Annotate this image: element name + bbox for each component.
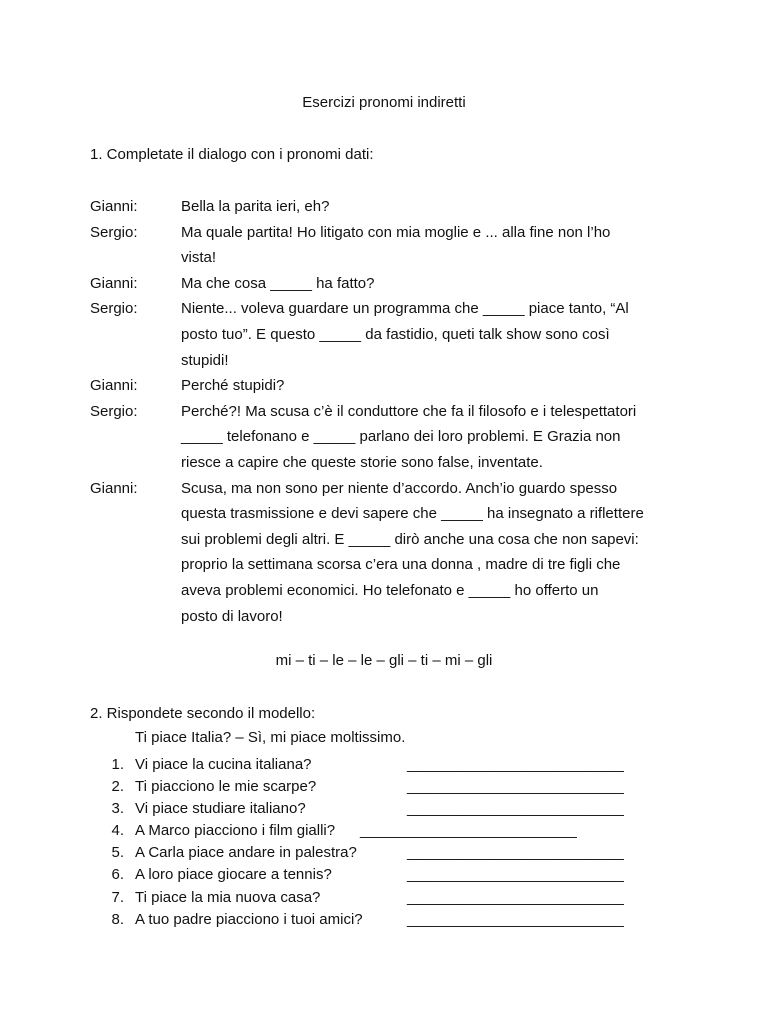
- question-item: [90, 909, 710, 931]
- dialog-text: proprio la settimana scorsa c’era una donna , madre di tre figli che: [181, 556, 621, 574]
- answer-blank[interactable]: __________________________: [407, 756, 624, 773]
- dialog-speaker: Sergio:: [90, 402, 138, 420]
- dialog-line: [90, 578, 690, 604]
- question-number: 7.: [111, 888, 124, 906]
- question-text: A tuo padre piacciono i tuoi amici?: [135, 910, 363, 928]
- dialog-line: [90, 220, 690, 246]
- dialog-speaker: Gianni:: [90, 274, 138, 292]
- dialog-line: [90, 476, 690, 502]
- question-text: Vi piace studiare italiano?: [135, 800, 306, 818]
- question-number: 5.: [111, 844, 124, 862]
- question-text: Ti piace la mia nuova casa?: [135, 888, 321, 906]
- dialog: [90, 194, 690, 629]
- question-item: [90, 776, 710, 798]
- question-number: 1.: [111, 756, 124, 773]
- dialog-speaker: Sergio:: [90, 223, 138, 241]
- dialog-text: Perché?! Ma scusa c’è il conduttore che fa il filosofo e i telespettatori: [181, 402, 637, 420]
- dialog-text: posto di lavoro!: [181, 607, 283, 625]
- dialog-line: [90, 424, 690, 450]
- question-number: 6.: [111, 866, 124, 884]
- dialog-line: [90, 604, 690, 630]
- page-title: Esercizi pronomi indiretti: [302, 94, 466, 111]
- dialog-text: Ma quale partita! Ho litigato con mia moglie e ... alla fine non l’ho: [181, 223, 611, 241]
- answer-blank[interactable]: __________________________: [407, 910, 624, 928]
- question-text: A Marco piacciono i film gialli?: [135, 822, 336, 840]
- dialog-line: [90, 501, 690, 527]
- question-item: [90, 864, 710, 886]
- question-number: 4.: [111, 822, 124, 840]
- dialog-text: Bella la parita ieri, eh?: [181, 198, 330, 215]
- dialog-text: questa trasmissione e devi sapere che _____ ha insegnato a riflettere: [181, 505, 644, 523]
- question-number: 8.: [111, 910, 124, 928]
- dialog-line: [90, 527, 690, 553]
- answer-blank[interactable]: __________________________: [407, 800, 624, 818]
- dialog-speaker: Gianni:: [90, 377, 138, 395]
- dialog-line: [90, 373, 690, 399]
- question-item: [90, 820, 710, 842]
- dialog-line: [90, 271, 690, 297]
- answer-blank[interactable]: __________________________: [407, 866, 624, 884]
- dialog-line: [90, 245, 690, 271]
- dialog-text: vista!: [181, 249, 217, 267]
- answer-blank[interactable]: __________________________: [407, 844, 624, 862]
- dialog-line: [90, 296, 690, 322]
- dialog-speaker: Gianni:: [90, 479, 138, 497]
- dialog-text: posto tuo”. E questo _____ da fastidio, queti talk show sono così: [181, 325, 610, 343]
- dialog-text: sui problemi degli altri. E _____ dirò anche una cosa che non sapevi:: [181, 530, 639, 548]
- dialog-text: riesce a capire che queste storie sono false, inventate.: [181, 453, 543, 471]
- question-text: A Carla piace andare in palestra?: [135, 844, 357, 862]
- question-text: Ti piacciono le mie scarpe?: [135, 778, 317, 796]
- dialog-text: stupidi!: [181, 351, 229, 369]
- question-number: 3.: [111, 800, 124, 818]
- pronoun-list: mi – ti – le – le – gli – ti – mi – gli: [275, 652, 493, 669]
- question-list: [90, 754, 710, 931]
- question-text: Vi piace la cucina italiana?: [135, 756, 312, 773]
- dialog-line: [90, 399, 690, 425]
- dialog-text: aveva problemi economici. Ho telefonato e _____ ho offerto un: [181, 581, 599, 599]
- question-item: [90, 754, 710, 776]
- dialog-line: [90, 552, 690, 578]
- question-item: [90, 887, 710, 909]
- dialog-line: [90, 194, 690, 220]
- dialog-speaker: Gianni:: [90, 198, 138, 215]
- question-item: [90, 798, 710, 820]
- dialog-text: _____ telefonano e _____ parlano dei loro problemi. E Grazia non: [181, 428, 621, 446]
- question-item: [90, 842, 710, 864]
- dialog-text: Ma che cosa _____ ha fatto?: [181, 274, 375, 292]
- dialog-text: Niente... voleva guardare un programma che _____ piace tanto, “Al: [181, 300, 629, 318]
- dialog-text: Perché stupidi?: [181, 377, 285, 395]
- answer-blank[interactable]: __________________________: [360, 822, 577, 840]
- model-example: Ti piace Italia? – Sì, mi piace moltissimo.: [135, 729, 406, 746]
- question-text: A loro piace giocare a tennis?: [135, 866, 332, 884]
- dialog-line: [90, 322, 690, 348]
- exercise-2-heading: 2. Rispondete secondo il modello:: [90, 705, 316, 722]
- answer-blank[interactable]: __________________________: [407, 888, 624, 906]
- question-number: 2.: [111, 778, 124, 796]
- dialog-speaker: Sergio:: [90, 300, 138, 318]
- dialog-line: [90, 348, 690, 374]
- answer-blank[interactable]: __________________________: [407, 778, 624, 796]
- exercise-1-heading: 1. Completate il dialogo con i pronomi dati:: [90, 146, 374, 163]
- dialog-line: [90, 450, 690, 476]
- dialog-text: Scusa, ma non sono per niente d’accordo. Anch’io guardo spesso: [181, 479, 618, 497]
